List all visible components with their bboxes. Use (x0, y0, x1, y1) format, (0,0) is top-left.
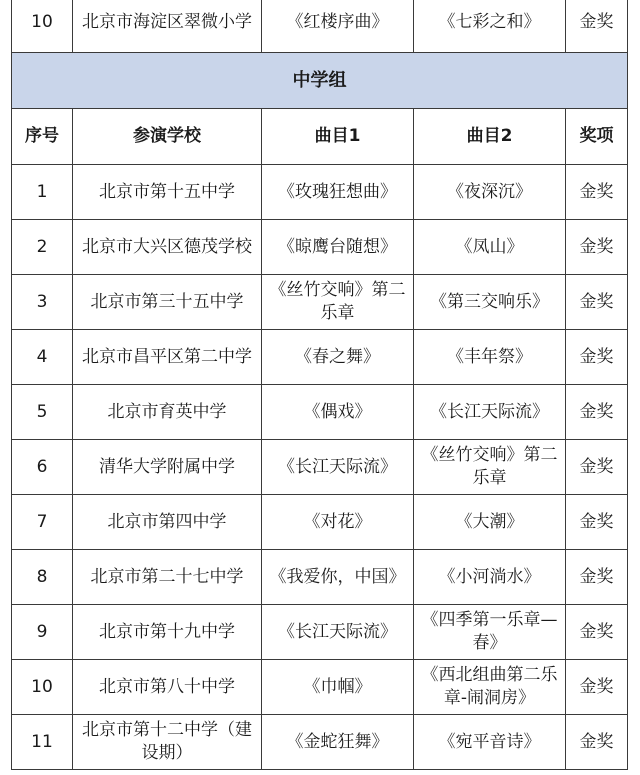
col-header-no: 序号 (12, 109, 73, 165)
award: 金奖 (566, 330, 628, 385)
award: 金奖 (566, 440, 628, 495)
song-1: 《金蛇狂舞》 (262, 715, 414, 770)
song-2: 《大潮》 (414, 495, 566, 550)
table-row (12, 330, 628, 385)
table-row (12, 385, 628, 440)
school-name: 北京市第十五中学 (73, 165, 262, 220)
table-row (12, 660, 628, 715)
group-title: 中学组 (12, 53, 628, 109)
song-2: 《凤山》 (414, 220, 566, 275)
col-header-school: 参演学校 (73, 109, 262, 165)
song-2: 《四季第一乐章—春》 (414, 605, 566, 660)
song-1: 《长江天际流》 (262, 440, 414, 495)
song-1: 《对花》 (262, 495, 414, 550)
song-2: 《长江天际流》 (414, 385, 566, 440)
col-header-song2: 曲目2 (414, 109, 566, 165)
col-header-award: 奖项 (566, 109, 628, 165)
row-number: 10 (12, 0, 73, 53)
row-number: 3 (12, 275, 73, 330)
table-row (12, 550, 628, 605)
col-header-song1: 曲目1 (262, 109, 414, 165)
award: 金奖 (566, 0, 628, 53)
award: 金奖 (566, 275, 628, 330)
table-row (12, 495, 628, 550)
school-name: 北京市大兴区德茂学校 (73, 220, 262, 275)
table-row (12, 715, 628, 770)
song-2: 《丝竹交响》第二乐章 (414, 440, 566, 495)
song-1: 《玫瑰狂想曲》 (262, 165, 414, 220)
school-name: 北京市昌平区第二中学 (73, 330, 262, 385)
table-row (12, 440, 628, 495)
table-row (12, 605, 628, 660)
song-2: 《丰年祭》 (414, 330, 566, 385)
school-name: 北京市育英中学 (73, 385, 262, 440)
song-1: 《长江天际流》 (262, 605, 414, 660)
table-row (12, 0, 628, 53)
song-1: 《我爱你，中国》 (262, 550, 414, 605)
award: 金奖 (566, 550, 628, 605)
song-2: 《西北组曲第二乐章-闹洞房》 (414, 660, 566, 715)
award: 金奖 (566, 605, 628, 660)
school-name: 北京市第十二中学（建设期） (73, 715, 262, 770)
song-2: 《小河淌水》 (414, 550, 566, 605)
school-name: 北京市第八十中学 (73, 660, 262, 715)
row-number: 1 (12, 165, 73, 220)
song-1: 《晾鹰台随想》 (262, 220, 414, 275)
group-header-row (12, 53, 628, 109)
school-name: 北京市第三十五中学 (73, 275, 262, 330)
song-1: 《巾帼》 (262, 660, 414, 715)
row-number: 5 (12, 385, 73, 440)
award: 金奖 (566, 220, 628, 275)
row-number: 11 (12, 715, 73, 770)
column-header-row (12, 109, 628, 165)
row-number: 7 (12, 495, 73, 550)
row-number: 8 (12, 550, 73, 605)
song-2: 《第三交响乐》 (414, 275, 566, 330)
row-number: 4 (12, 330, 73, 385)
song-1: 《偶戏》 (262, 385, 414, 440)
award: 金奖 (566, 660, 628, 715)
row-number: 9 (12, 605, 73, 660)
song-2: 《宛平音诗》 (414, 715, 566, 770)
row-number: 10 (12, 660, 73, 715)
table-row (12, 165, 628, 220)
song-2: 《夜深沉》 (414, 165, 566, 220)
song-1: 《春之舞》 (262, 330, 414, 385)
table-row (12, 275, 628, 330)
award: 金奖 (566, 385, 628, 440)
song-1: 《丝竹交响》第二乐章 (262, 275, 414, 330)
song-2: 《七彩之和》 (414, 0, 566, 53)
award: 金奖 (566, 715, 628, 770)
row-number: 2 (12, 220, 73, 275)
award: 金奖 (566, 495, 628, 550)
school-name: 北京市第四中学 (73, 495, 262, 550)
song-1: 《红楼序曲》 (262, 0, 414, 53)
school-name: 北京市第二十七中学 (73, 550, 262, 605)
award: 金奖 (566, 165, 628, 220)
school-name: 北京市第十九中学 (73, 605, 262, 660)
school-name: 清华大学附属中学 (73, 440, 262, 495)
awards-table (11, 0, 628, 770)
school-name: 北京市海淀区翠微小学 (73, 0, 262, 53)
table-row (12, 220, 628, 275)
row-number: 6 (12, 440, 73, 495)
